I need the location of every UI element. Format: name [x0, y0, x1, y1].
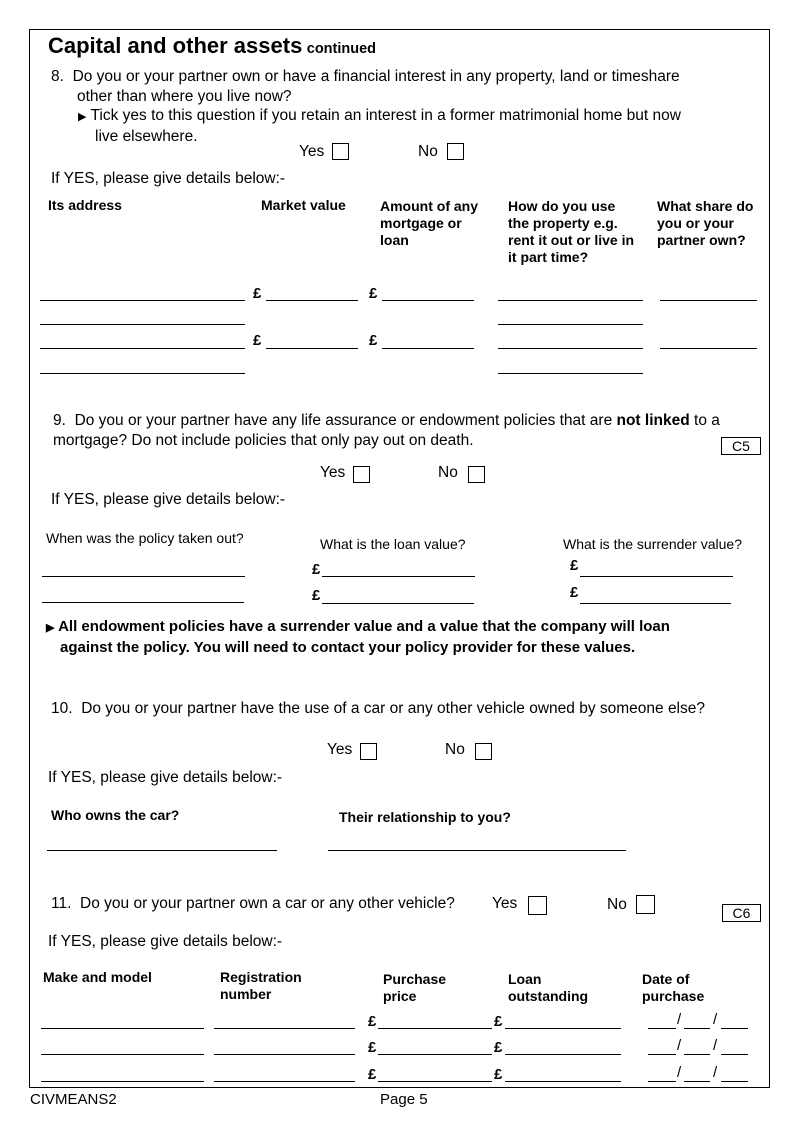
currency-symbol: £	[494, 1013, 503, 1030]
q9-note: ▶ All endowment policies have a surrender value and a value that the company will loan against the policy. You will need to contact your policy provider for these values.	[46, 618, 670, 656]
q8-header-usage: How do you use the property e.g. rent it out or live in it part time?	[508, 198, 635, 265]
q8-no-checkbox[interactable]	[447, 143, 464, 160]
q11-loan-outstanding-field[interactable]	[505, 1054, 621, 1055]
q9-surrender-value-field-1[interactable]	[580, 576, 733, 577]
footer-form-code: CIVMEANS2	[30, 1091, 117, 1108]
q10-no-checkbox[interactable]	[475, 743, 492, 760]
q11-make-field[interactable]	[41, 1054, 204, 1055]
q11-date-month-field[interactable]	[684, 1081, 710, 1082]
q11-make-field[interactable]	[41, 1081, 204, 1082]
date-separator: /	[677, 1064, 682, 1081]
q11-no-label: No	[607, 896, 627, 913]
currency-symbol: £	[368, 1013, 377, 1030]
q11-header-purchase-price: Purchase price	[383, 971, 447, 1004]
q8-note: ▶ Tick yes to this question if you retain an interest in a former matrimonial home but now live elsewhere.	[78, 107, 681, 145]
q9-no-label: No	[438, 464, 458, 481]
q11-make-field[interactable]	[41, 1028, 204, 1029]
q11-text: 11. Do you or your partner own a car or any other vehicle?	[51, 895, 455, 912]
q8-address-field-2a[interactable]	[40, 348, 245, 349]
date-separator: /	[713, 1011, 718, 1028]
currency-symbol: £	[494, 1066, 503, 1083]
q9-loan-value-field-1[interactable]	[322, 576, 475, 577]
q11-purchase-price-field[interactable]	[378, 1028, 492, 1029]
date-separator: /	[713, 1037, 718, 1054]
q9-text: 9. Do you or your partner have any life assurance or endowment policies that are not linked to a mortgage? Do not include policies that only pay out on death.	[53, 412, 720, 449]
q8-header-market-value: Market value	[261, 197, 346, 213]
q8-yes-checkbox[interactable]	[332, 143, 349, 160]
currency-symbol: £	[253, 332, 262, 349]
q10-header-relationship: Their relationship to you?	[339, 809, 511, 825]
q10-no-label: No	[445, 741, 465, 758]
q9-surrender-value-field-2[interactable]	[580, 603, 731, 604]
q8-address-field-2b[interactable]	[40, 373, 245, 374]
q11-code-badge: C6	[722, 904, 761, 922]
q9-yes-label: Yes	[320, 464, 346, 481]
date-separator: /	[713, 1064, 718, 1081]
date-separator: /	[677, 1037, 682, 1054]
q8-mortgage-field-1[interactable]	[382, 300, 474, 301]
q10-relationship-field[interactable]	[328, 850, 626, 851]
q8-address-field-1b[interactable]	[40, 324, 245, 325]
q11-header-make: Make and model	[43, 969, 152, 985]
currency-symbol: £	[368, 1066, 377, 1083]
q8-text: 8. Do you or your partner own or have a financial interest in any property, land or timeshare other than where you live now?	[51, 68, 680, 105]
q8-share-field-1[interactable]	[660, 300, 757, 301]
q11-date-year-field[interactable]	[721, 1028, 748, 1029]
q8-header-share: What share do you or your partner own?	[657, 198, 754, 248]
q11-purchase-price-field[interactable]	[378, 1081, 492, 1082]
q8-usage-field-2b[interactable]	[498, 373, 643, 374]
currency-symbol: £	[312, 561, 321, 578]
q11-header-registration: Registration number	[220, 969, 302, 1002]
q9-header-taken-out: When was the policy taken out?	[46, 530, 244, 546]
q10-text: 10. Do you or your partner have the use of a car or any other vehicle owned by someone else?	[51, 700, 705, 717]
q10-if-yes: If YES, please give details below:-	[48, 769, 283, 786]
page-title: Capital and other assets continued	[48, 33, 377, 58]
q8-market-value-field-2[interactable]	[266, 348, 358, 349]
currency-symbol: £	[253, 285, 262, 302]
q8-address-field-1a[interactable]	[40, 300, 245, 301]
currency-symbol: £	[494, 1039, 503, 1056]
q8-usage-field-1b[interactable]	[498, 324, 643, 325]
q11-date-year-field[interactable]	[721, 1054, 748, 1055]
currency-symbol: £	[369, 332, 378, 349]
q11-date-month-field[interactable]	[684, 1028, 710, 1029]
q8-no-label: No	[418, 143, 438, 160]
q11-date-day-field[interactable]	[648, 1081, 676, 1082]
q11-yes-checkbox[interactable]	[528, 896, 547, 915]
date-separator: /	[677, 1011, 682, 1028]
currency-symbol: £	[369, 285, 378, 302]
pointer-triangle-icon: ▶	[78, 111, 87, 123]
q8-yes-label: Yes	[299, 143, 325, 160]
q8-share-field-2[interactable]	[660, 348, 757, 349]
q9-yes-checkbox[interactable]	[353, 466, 370, 483]
q11-header-date: Date of purchase	[642, 971, 705, 1004]
q8-usage-field-2a[interactable]	[498, 348, 643, 349]
q11-no-checkbox[interactable]	[636, 895, 655, 914]
q8-market-value-field-1[interactable]	[266, 300, 358, 301]
q9-code-badge: C5	[721, 437, 761, 455]
currency-symbol: £	[368, 1039, 377, 1056]
q8-if-yes: If YES, please give details below:-	[51, 170, 286, 187]
q8-header-address: Its address	[48, 197, 122, 213]
q9-loan-value-field-2[interactable]	[322, 603, 474, 604]
q8-mortgage-field-2[interactable]	[382, 348, 474, 349]
q9-taken-out-field-1[interactable]	[42, 576, 245, 577]
q11-date-month-field[interactable]	[684, 1054, 710, 1055]
q11-registration-field[interactable]	[214, 1028, 355, 1029]
q9-no-checkbox[interactable]	[468, 466, 485, 483]
q11-header-loan-outstanding: Loan outstanding	[508, 971, 589, 1004]
q11-yes-label: Yes	[492, 895, 518, 912]
footer-page-number: Page 5	[380, 1091, 428, 1108]
q11-if-yes: If YES, please give details below:-	[48, 933, 283, 950]
q9-taken-out-field-2[interactable]	[42, 602, 244, 603]
q11-loan-outstanding-field[interactable]	[505, 1081, 621, 1082]
currency-symbol: £	[570, 557, 579, 574]
q11-purchase-price-field[interactable]	[378, 1054, 492, 1055]
q9-if-yes: If YES, please give details below:-	[51, 491, 286, 508]
q11-registration-field[interactable]	[214, 1054, 355, 1055]
q9-header-loan-value: What is the loan value?	[320, 536, 466, 552]
q10-yes-checkbox[interactable]	[360, 743, 377, 760]
q11-registration-field[interactable]	[214, 1081, 355, 1082]
q8-header-mortgage: Amount of any mortgage or loan	[380, 198, 478, 248]
currency-symbol: £	[312, 587, 321, 604]
q10-owner-field[interactable]	[47, 850, 277, 851]
q9-header-surrender-value: What is the surrender value?	[563, 536, 742, 552]
q8-usage-field-1a[interactable]	[498, 300, 643, 301]
q11-date-day-field[interactable]	[648, 1054, 676, 1055]
pointer-triangle-icon: ▶	[46, 622, 55, 634]
q11-date-day-field[interactable]	[648, 1028, 676, 1029]
q11-loan-outstanding-field[interactable]	[505, 1028, 621, 1029]
q11-date-year-field[interactable]	[721, 1081, 748, 1082]
q10-header-owner: Who owns the car?	[51, 807, 180, 823]
currency-symbol: £	[570, 584, 579, 601]
q10-yes-label: Yes	[327, 741, 353, 758]
